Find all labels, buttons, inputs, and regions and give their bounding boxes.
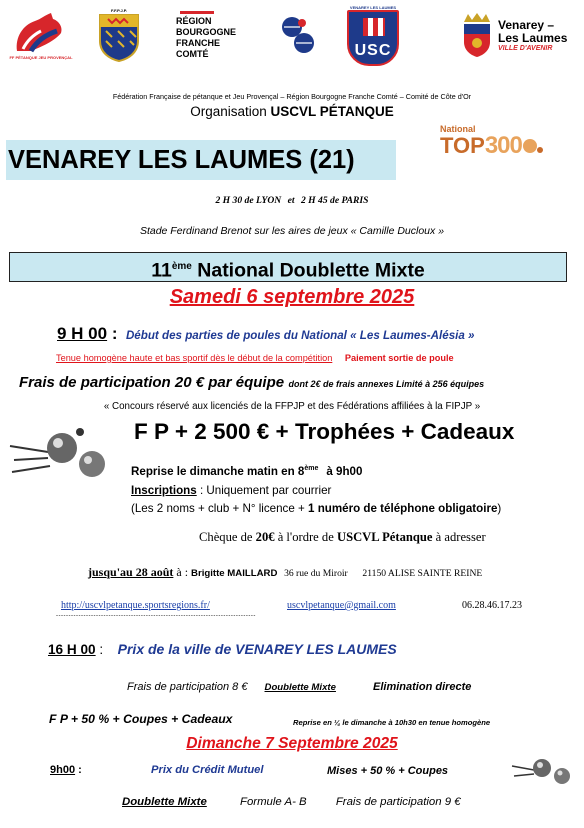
region-logo-line-2: BOURGOGNE — [176, 26, 237, 37]
ffpjp-logo-text: FF PÉTANQUE JEU PROVENÇAL — [9, 54, 73, 60]
deadline-name: Brigitte MAILLARD — [191, 568, 278, 579]
petanque-boules-icon — [8, 416, 108, 486]
side-event-title: Prix de la ville de VENAREY LES LAUMES — [117, 641, 397, 657]
distance-separator: et — [287, 195, 295, 206]
organisation-prefix: Organisation — [190, 104, 271, 119]
reserved-line: « Concours réservé aux licenciés de la FFPJP et des Fédérations affiliées à la FIPJP » — [103, 401, 481, 412]
side-fees-line — [127, 681, 471, 693]
checker-icon — [363, 18, 385, 36]
cote-dor-logo — [94, 2, 144, 68]
cheque-name: USCVL Pétanque — [336, 530, 433, 544]
shield-icon — [98, 13, 140, 63]
boules-icon — [278, 13, 318, 57]
cheque-line — [199, 530, 486, 545]
deadline-colon: à : — [173, 565, 192, 579]
requirements-b: 1 numéro de téléphone obligatoire — [308, 502, 498, 515]
sunday-format: Doublette Mixte — [122, 796, 207, 808]
federation-line: Fédération Française de pétanque et Jeu Provençal – Région Bourgogne Franche Comté – Comité de Côte d'Or — [112, 92, 472, 101]
deadline-label: jusqu'au 28 août — [88, 565, 174, 579]
side-fees-amount: Frais de participation 8 € — [127, 681, 248, 693]
fees-main: Frais de participation 20 € par équipe — [19, 374, 285, 391]
side-fees-format: Doublette Mixte — [264, 682, 336, 693]
start-description: Début des parties de poules du National « Les Laumes-Alésia » — [125, 329, 475, 342]
usc-logo-text: USC — [354, 41, 392, 59]
distances-line — [0, 195, 584, 206]
divider-line: -------------------------------------------------------------------------------- — [56, 613, 256, 619]
venarey-logo-tagline: VILLE D'AVENIR — [498, 44, 553, 52]
boule-icon — [522, 138, 544, 154]
region-logo-bar — [180, 11, 214, 14]
top-label: TOP — [440, 133, 485, 158]
cheque-c: à adresser — [432, 530, 486, 544]
sunday-fee: Frais de participation 9 € — [335, 796, 461, 808]
start-time: 9 H 00 — [57, 324, 108, 343]
deadline-city: 21150 ALISE SAINTE REINE — [362, 568, 483, 579]
region-logo — [172, 2, 252, 68]
side-resume: Reprise en ¼ le dimanche à 10h30 en tenue homogène — [293, 718, 491, 727]
region-logo-line-1: RÉGION — [176, 15, 212, 26]
sunday-line — [50, 764, 82, 776]
requirements-a: (Les 2 noms + club + N° licence + — [131, 502, 309, 515]
dress-line — [56, 353, 576, 363]
fees-line — [19, 374, 579, 392]
resume-text: Reprise le dimanche matin en 8 — [131, 465, 305, 478]
organisation-name: USCVL PÉTANQUE — [270, 104, 394, 119]
event-number: 11 — [151, 259, 172, 282]
stadium-line: Stade Ferdinand Brenot sur les aires de jeux « Camille Ducloux » — [139, 225, 445, 237]
main-prize: F P + 2 500 € + Trophées + Cadeaux — [134, 419, 515, 444]
event-name: National Doublette Mixte — [191, 259, 425, 282]
venarey-logo-line-2: Les Laumes — [498, 30, 568, 45]
payment-note: Paiement sortie de poule — [344, 353, 454, 363]
sunday-details-line — [122, 796, 461, 808]
distance-paris: 2 H 45 de PARIS — [300, 195, 369, 206]
sunday-colon: : — [75, 764, 82, 776]
deadline-address: 36 rue du Miroir — [284, 568, 348, 579]
sunday-time: 9h00 — [50, 764, 76, 776]
side-event-time: 16 H 00 — [48, 642, 96, 657]
resume-suffix: ème — [304, 465, 319, 473]
resume-line — [131, 465, 362, 478]
deadline-line — [88, 565, 482, 580]
venarey-logo-line-1: Venarey – — [498, 17, 555, 32]
side-event-colon: : — [95, 642, 104, 657]
region-logo-line-4: COMTÉ — [176, 48, 209, 59]
venarey-logo — [460, 2, 578, 68]
sunday-title: Prix du Crédit Mutuel — [151, 764, 264, 776]
requirements-line — [131, 502, 501, 515]
national-label: National — [440, 124, 476, 134]
inscriptions-label: Inscriptions — [131, 484, 197, 497]
date-saturday: Samedi 6 septembre 2025 — [169, 286, 415, 308]
event-title — [10, 253, 566, 285]
sunday-formula: Formule A- B — [239, 796, 307, 808]
side-event-line — [48, 641, 397, 659]
venue-title: VENAREY LES LAUMES (21) — [8, 146, 355, 174]
cote-dor-logo-text: F.F.P.J.P. — [110, 7, 128, 13]
website-link[interactable]: http://uscvlpetanque.sportsregions.fr/ — [61, 600, 210, 611]
event-title-band — [9, 252, 567, 282]
dress-code: Tenue homogène haute et bas sportif dès le début de la compétition — [56, 353, 333, 363]
requirements-c: ) — [497, 502, 502, 515]
fees-note: dont 2€ de frais annexes Limité à 256 équipes — [288, 379, 485, 389]
event-number-suffix: ème — [171, 261, 192, 272]
cheque-amount: 20€ — [255, 530, 275, 544]
boules-small-icon — [510, 748, 574, 788]
organisation-line — [0, 104, 584, 119]
phone-number: 06.28.46.17.23 — [462, 600, 522, 611]
distance-lyon: 2 H 30 de LYON — [215, 195, 282, 206]
usc-logo — [342, 2, 404, 68]
cd21-logo — [274, 2, 322, 68]
rooster-icon — [11, 11, 71, 55]
usc-logo-top: VENAREY LES LAUMES — [349, 4, 397, 10]
national-top300-logo — [440, 124, 575, 164]
inscriptions-line — [131, 484, 331, 497]
crest-icon — [460, 12, 494, 58]
region-logo-line-3: FRANCHE — [176, 37, 220, 48]
top-number: 300 — [484, 132, 522, 159]
email-link[interactable]: uscvlpetanque@gmail.com — [287, 600, 396, 611]
start-colon: : — [107, 324, 118, 343]
resume-time: à 9h00 — [326, 465, 363, 478]
side-fees-type: Elimination directe — [373, 681, 472, 693]
side-prize: F P + 50 % + Coupes + Cadeaux — [49, 712, 233, 726]
sunday-prize: Mises + 50 % + Coupes — [327, 765, 449, 777]
ffpjp-logo — [6, 2, 76, 68]
inscriptions-text: : Uniquement par courrier — [196, 484, 332, 497]
cheque-b: à l'ordre de — [274, 530, 337, 544]
start-line — [57, 324, 577, 344]
date-sunday: Dimanche 7 Septembre 2025 — [186, 735, 398, 752]
venarey-logo-text — [498, 19, 567, 52]
usc-shield — [347, 10, 399, 66]
venue-title-band — [6, 140, 396, 180]
cheque-a: Chèque de — [199, 530, 256, 544]
